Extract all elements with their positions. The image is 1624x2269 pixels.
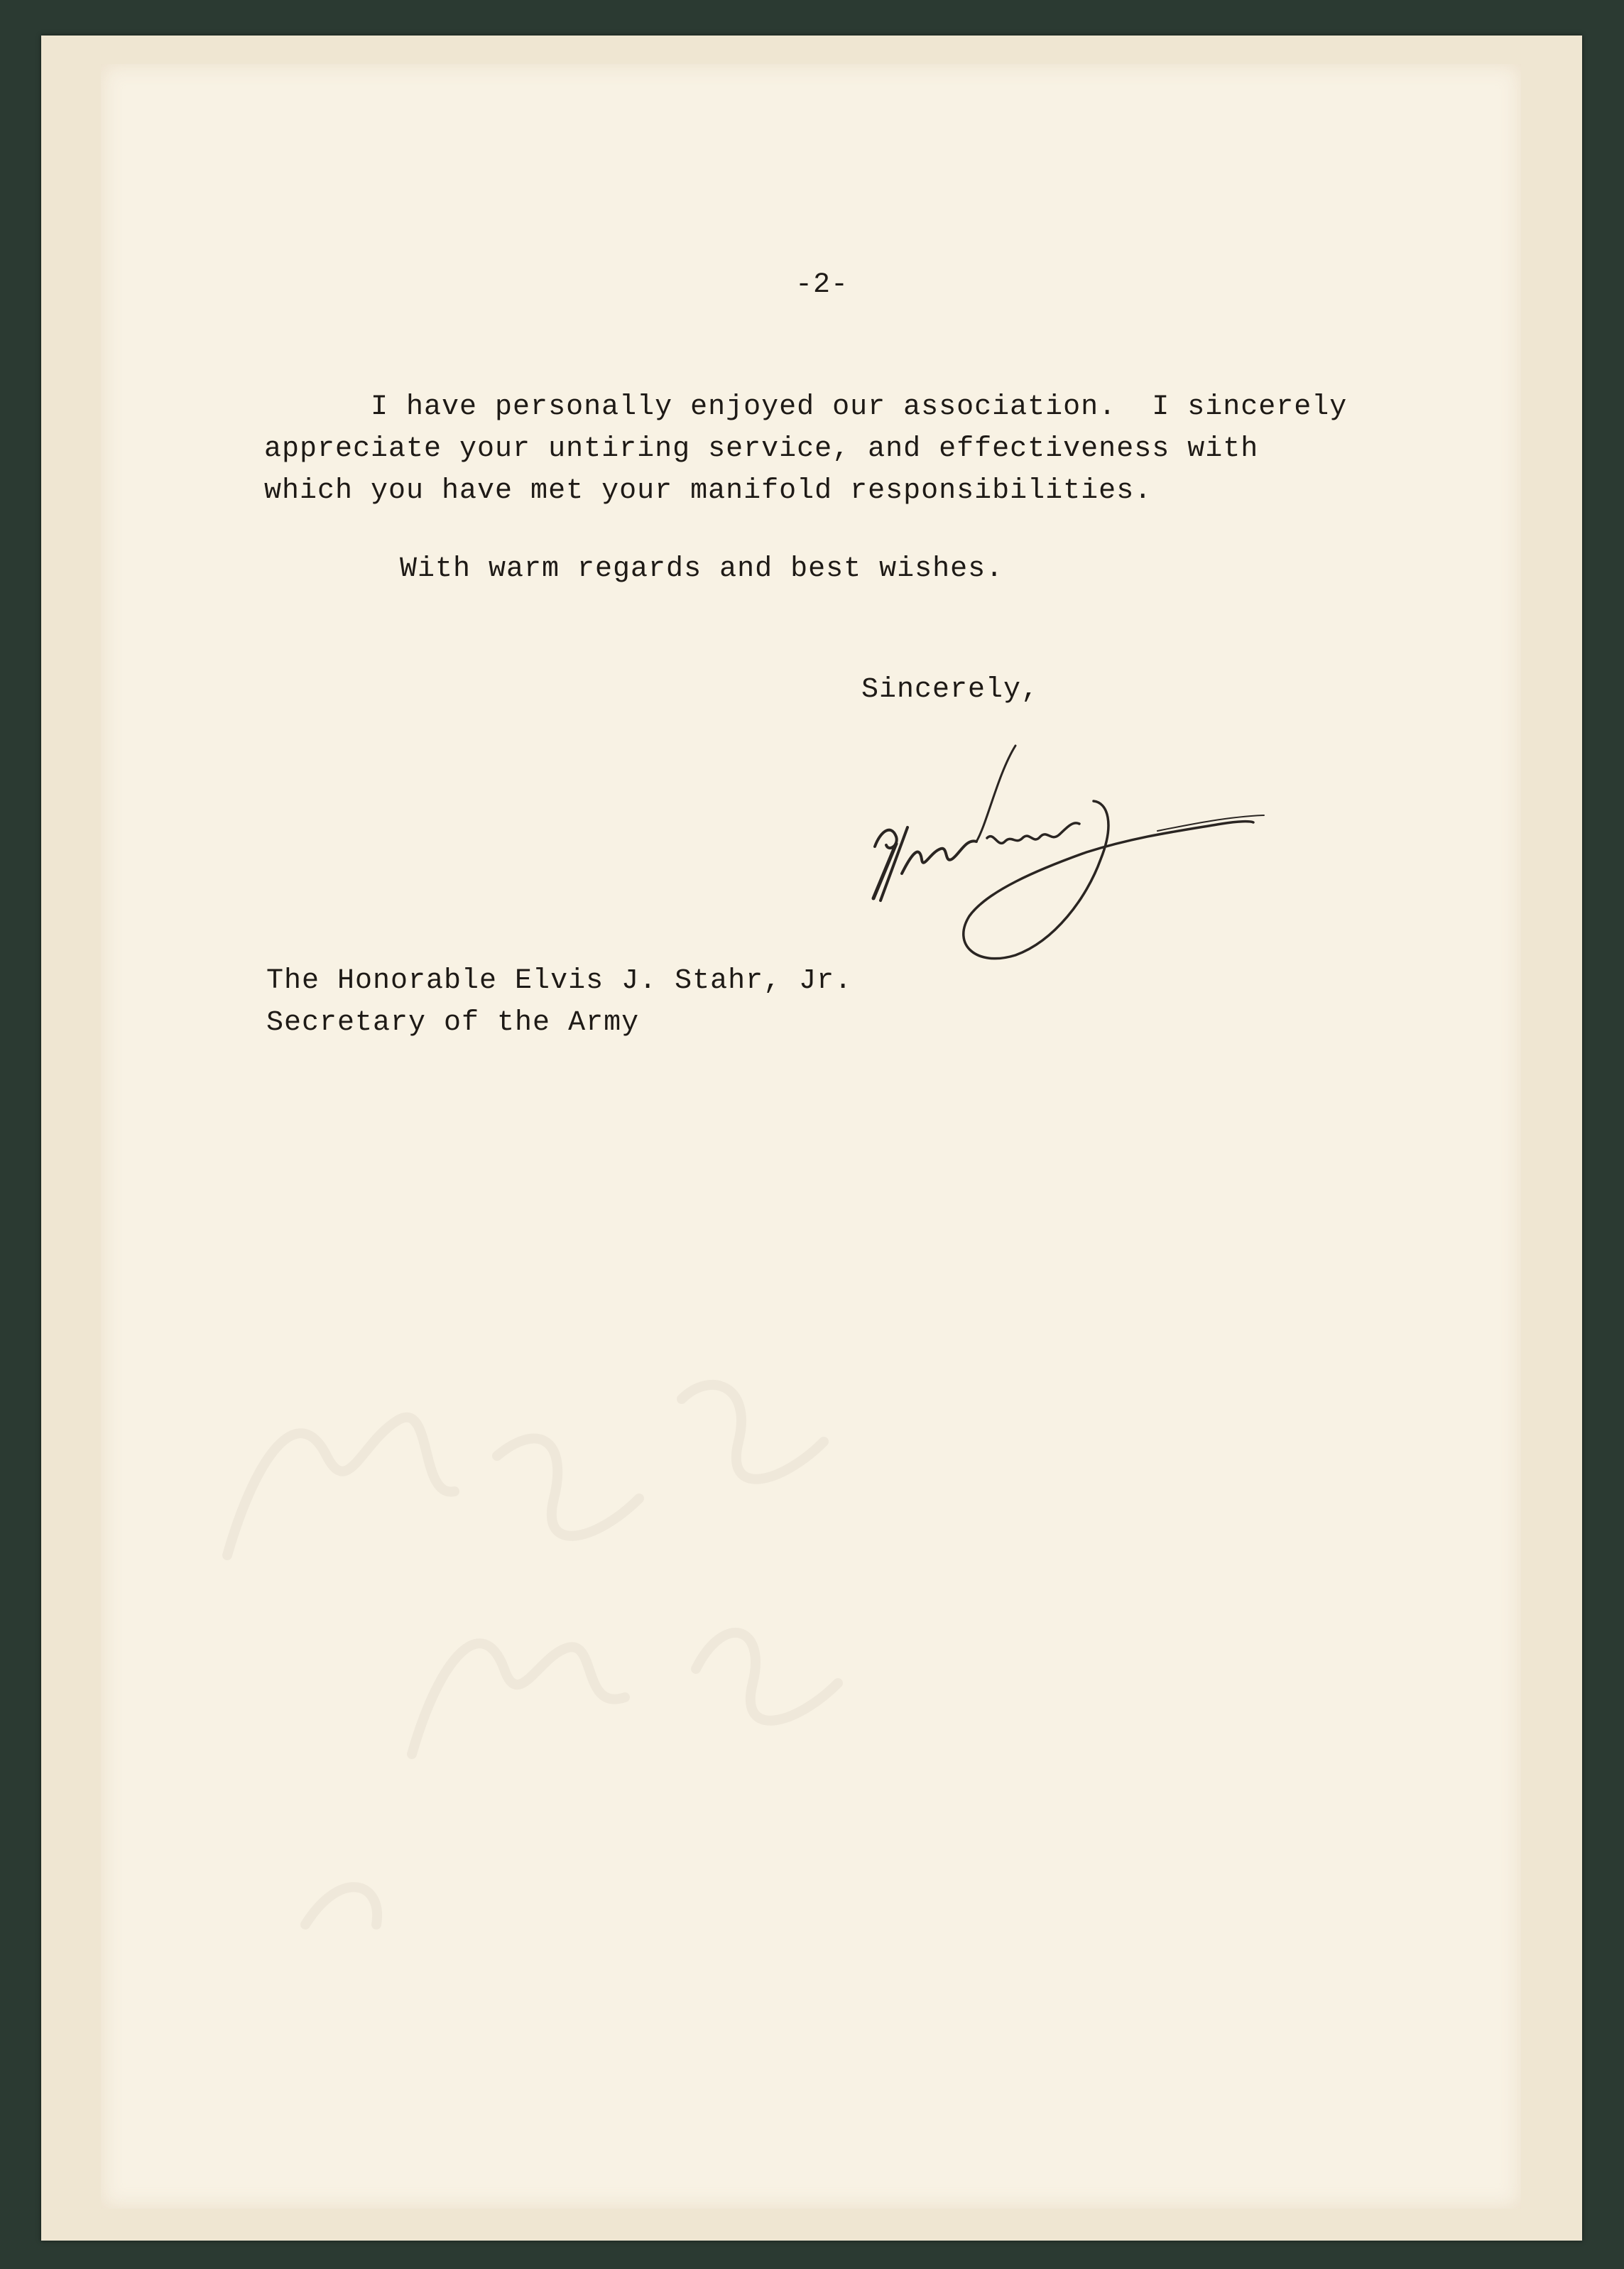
body-paragraph	[264, 386, 1347, 512]
body-line: which you have met your manifold responsibilities.	[264, 475, 1152, 507]
valediction: Sincerely,	[861, 674, 1040, 706]
ink-bleed-through	[199, 1314, 1086, 1953]
signature	[852, 724, 1335, 1008]
closing-line: With warm regards and best wishes.	[400, 553, 1004, 585]
page-number: -2-	[795, 269, 849, 301]
addressee-name: The Honorable Elvis J. Stahr, Jr.	[266, 965, 853, 997]
addressee-title: Secretary of the Army	[266, 1007, 640, 1039]
body-line: I have personally enjoyed our association. I sincerely	[264, 391, 1348, 423]
body-line: appreciate your untiring service, and effectiveness with	[264, 433, 1259, 465]
addressee-block	[266, 960, 852, 1044]
